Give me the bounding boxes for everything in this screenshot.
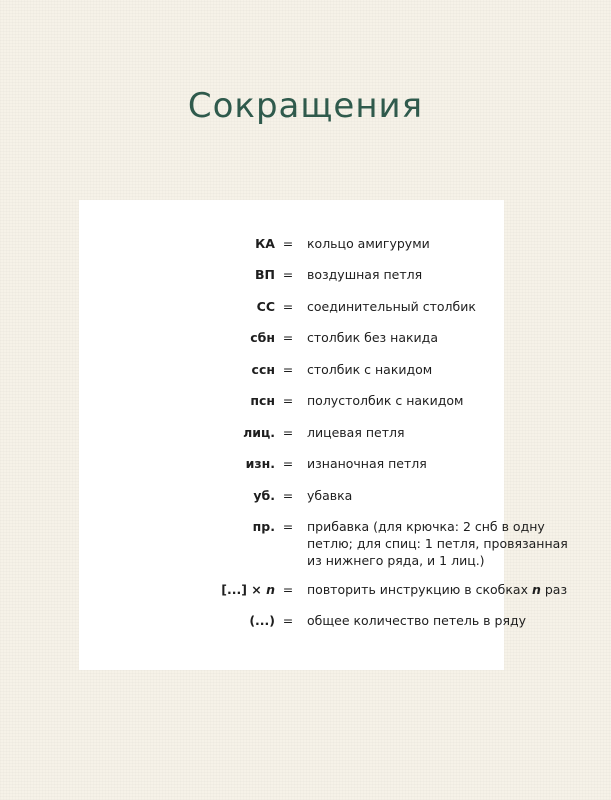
abbreviation: лиц. (243, 425, 275, 440)
definition: убавка (307, 488, 353, 503)
abbreviation: пр. (252, 519, 275, 534)
definition: столбик с накидом (307, 362, 433, 377)
definition-n: n (531, 582, 541, 597)
definition-line: петлю; для спиц: 1 петля, провязанная (307, 536, 568, 551)
abbreviation: ВП (255, 267, 275, 282)
abbreviation: псн (250, 393, 275, 408)
definition-line: прибавка (для крючка: 2 снб в одну (307, 519, 545, 534)
definition: общее количество петель в ряду (307, 613, 527, 628)
abbreviation: ссн (251, 362, 275, 377)
definition-suffix: раз (540, 582, 568, 597)
equals-sign: = (282, 362, 294, 377)
definition (307, 581, 568, 598)
definition: полустолбик с накидом (307, 393, 464, 408)
definition: соединительный столбик (307, 299, 476, 314)
definition-line: из нижнего ряда, и 1 лиц.) (307, 553, 485, 568)
abbreviation: сбн (250, 330, 275, 345)
abbreviation: СС (256, 299, 275, 314)
equals-sign: = (282, 330, 294, 345)
definition: кольцо амигуруми (307, 236, 430, 251)
abbreviation: КА (255, 236, 275, 251)
definition (307, 518, 568, 569)
abbreviation: (...) (249, 613, 275, 628)
abbreviation-n: n (266, 582, 275, 597)
definition: воздушная петля (307, 267, 423, 282)
equals-sign: = (282, 456, 294, 471)
abbreviation: уб. (253, 488, 275, 503)
abbreviation: изн. (245, 456, 275, 471)
abbreviations-card (79, 200, 568, 670)
definition: лицевая петля (307, 425, 405, 440)
definition-prefix: повторить инструкцию в скобках (307, 582, 532, 597)
equals-sign: = (282, 267, 294, 282)
equals-sign: = (282, 613, 294, 628)
equals-sign: = (282, 582, 294, 597)
equals-sign: = (282, 236, 294, 251)
page-title: Сокращения (187, 86, 424, 126)
equals-sign: = (282, 393, 294, 408)
abbreviation-prefix: [...] × (221, 582, 267, 597)
abbreviation (221, 581, 275, 598)
equals-sign: = (282, 299, 294, 314)
equals-sign: = (282, 425, 294, 440)
equals-sign: = (282, 488, 294, 503)
equals-sign: = (282, 519, 294, 534)
definition: изнаночная петля (307, 456, 427, 471)
definition: столбик без накида (307, 330, 438, 345)
